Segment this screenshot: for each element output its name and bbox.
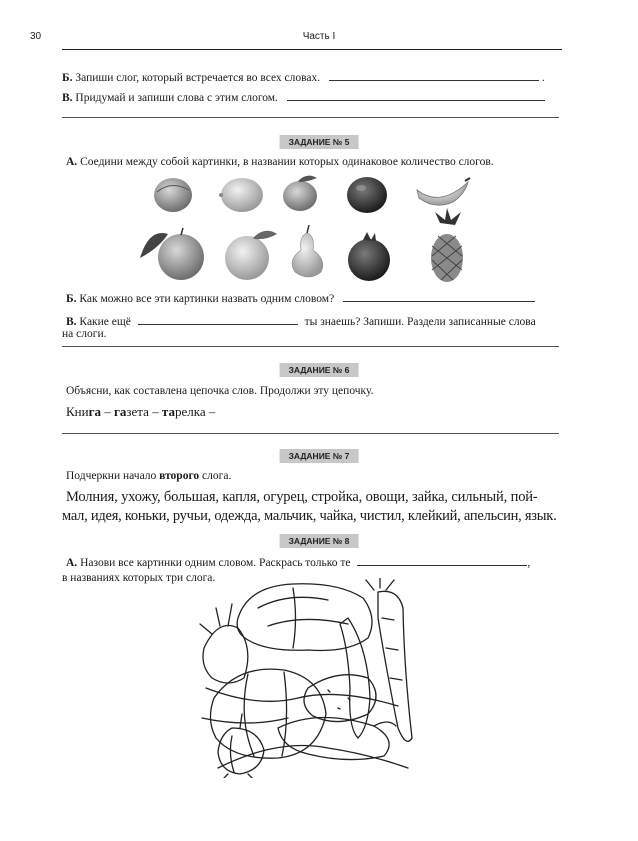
task7-badge: ЗАДАНИЕ № 7 (280, 449, 359, 463)
chain-dash-3: – (208, 404, 216, 419)
task6-badge: ЗАДАНИЕ № 6 (280, 363, 359, 377)
task7-instruction (66, 469, 231, 483)
task5-v-text-1: Какие ещё (79, 316, 131, 328)
task8-badge: ЗАДАНИЕ № 8 (280, 534, 359, 548)
carrot-icon[interactable] (366, 578, 412, 741)
task5-b-answer-blank[interactable] (343, 292, 535, 302)
plum-icon[interactable] (347, 177, 387, 213)
task5-a-line (66, 155, 494, 169)
task4-b-end: . (541, 72, 545, 84)
chain-word-2-rest: зета (126, 404, 149, 419)
task6-instruction: Объясни, как составлена цепочка слов. Продолжи эту цепочку. (66, 385, 374, 397)
task5-badge: ЗАДАНИЕ № 5 (280, 135, 359, 149)
task5-v-line (66, 315, 536, 329)
task7-instr-2: слога. (202, 470, 232, 482)
task4-b-line (62, 71, 545, 85)
task8-a-line (66, 556, 530, 570)
task7-instr-1: Подчеркни начало (66, 470, 157, 482)
lemon-icon[interactable] (219, 178, 263, 212)
part-title: Часть I (302, 31, 336, 42)
cabbage-icon[interactable] (237, 584, 372, 651)
task5-v-line-2: на слоги. (62, 328, 107, 340)
chain-word-3-syllable: та (161, 404, 175, 419)
task5-b-line (66, 292, 535, 306)
task4-b-marker: Б. (62, 72, 73, 84)
task6-word-chain (66, 405, 215, 419)
task5-v-text-2: ты знаешь? Запиши. Раздели записанные слова (304, 316, 536, 328)
vegetables-outline-drawing[interactable] (198, 578, 422, 778)
task5-v-marker: В. (66, 316, 77, 328)
task4-v-answer-blank[interactable] (287, 91, 545, 101)
task5-v-answer-blank[interactable] (138, 315, 298, 325)
tangerine-icon[interactable] (283, 176, 317, 211)
chain-dash-1: – (104, 404, 111, 419)
fruit-pictures (135, 168, 475, 288)
task8-a-end: , (527, 557, 531, 569)
task4-b-text: Запиши слог, который встречается во всех словах. (75, 72, 321, 84)
task5-answer-line[interactable] (62, 346, 559, 347)
chain-word-3-rest: релка (174, 404, 206, 419)
task8-a-text-1: Назови все картинки одним словом. Раскрась только те (80, 557, 351, 569)
apple-icon[interactable] (140, 228, 204, 280)
peach-icon[interactable] (154, 178, 192, 212)
task4-b-answer-blank[interactable] (329, 71, 539, 81)
task8-a-line-2: в названиях которых три слога. (62, 572, 216, 584)
banana-icon[interactable] (417, 178, 470, 205)
task4-v-text: Придумай и запиши слова с этим слогом. (75, 92, 278, 104)
cucumber-icon[interactable] (340, 618, 370, 738)
task6-answer-line[interactable] (62, 433, 559, 434)
task7-words-line-1[interactable]: Молния, ухожу, большая, капля, огурец, стройка, овощи, зайка, сильный, пой- (66, 489, 538, 505)
task8-a-marker: А. (66, 557, 78, 569)
task8-a-answer-blank[interactable] (357, 556, 527, 566)
task7-words-line-2[interactable]: мал, идея, коньки, ручьи, одежда, мальчик, чайка, чистил, клейкий, апельсин, язык. (62, 508, 557, 524)
task5-a-text: Соедини между собой картинки, в названии которых одинаковое количество слогов. (80, 156, 494, 168)
pumpkin-icon[interactable] (210, 669, 326, 758)
chain-dash-2: – (152, 404, 159, 419)
header-rule (62, 49, 562, 50)
pomegranate-icon[interactable] (348, 232, 390, 281)
task5-b-text: Как можно все эти картинки назвать одним словом? (79, 293, 335, 305)
pineapple-icon[interactable] (431, 208, 463, 282)
task5-a-marker: А. (66, 156, 78, 168)
task4-v-marker: В. (62, 92, 73, 104)
pear-icon[interactable] (292, 225, 323, 277)
task4-answer-line[interactable] (62, 117, 559, 118)
chain-word-1-syllable: га (88, 404, 101, 419)
beet-icon[interactable] (200, 604, 248, 683)
task4-v-line (62, 91, 545, 105)
orange-icon[interactable] (225, 231, 277, 280)
page-number: 30 (30, 31, 42, 42)
task5-b-marker: Б. (66, 293, 77, 305)
chain-word-1-start: Кни (66, 404, 89, 419)
chain-word-2-syllable: га (114, 404, 127, 419)
task7-instr-bold: второго (159, 470, 200, 482)
